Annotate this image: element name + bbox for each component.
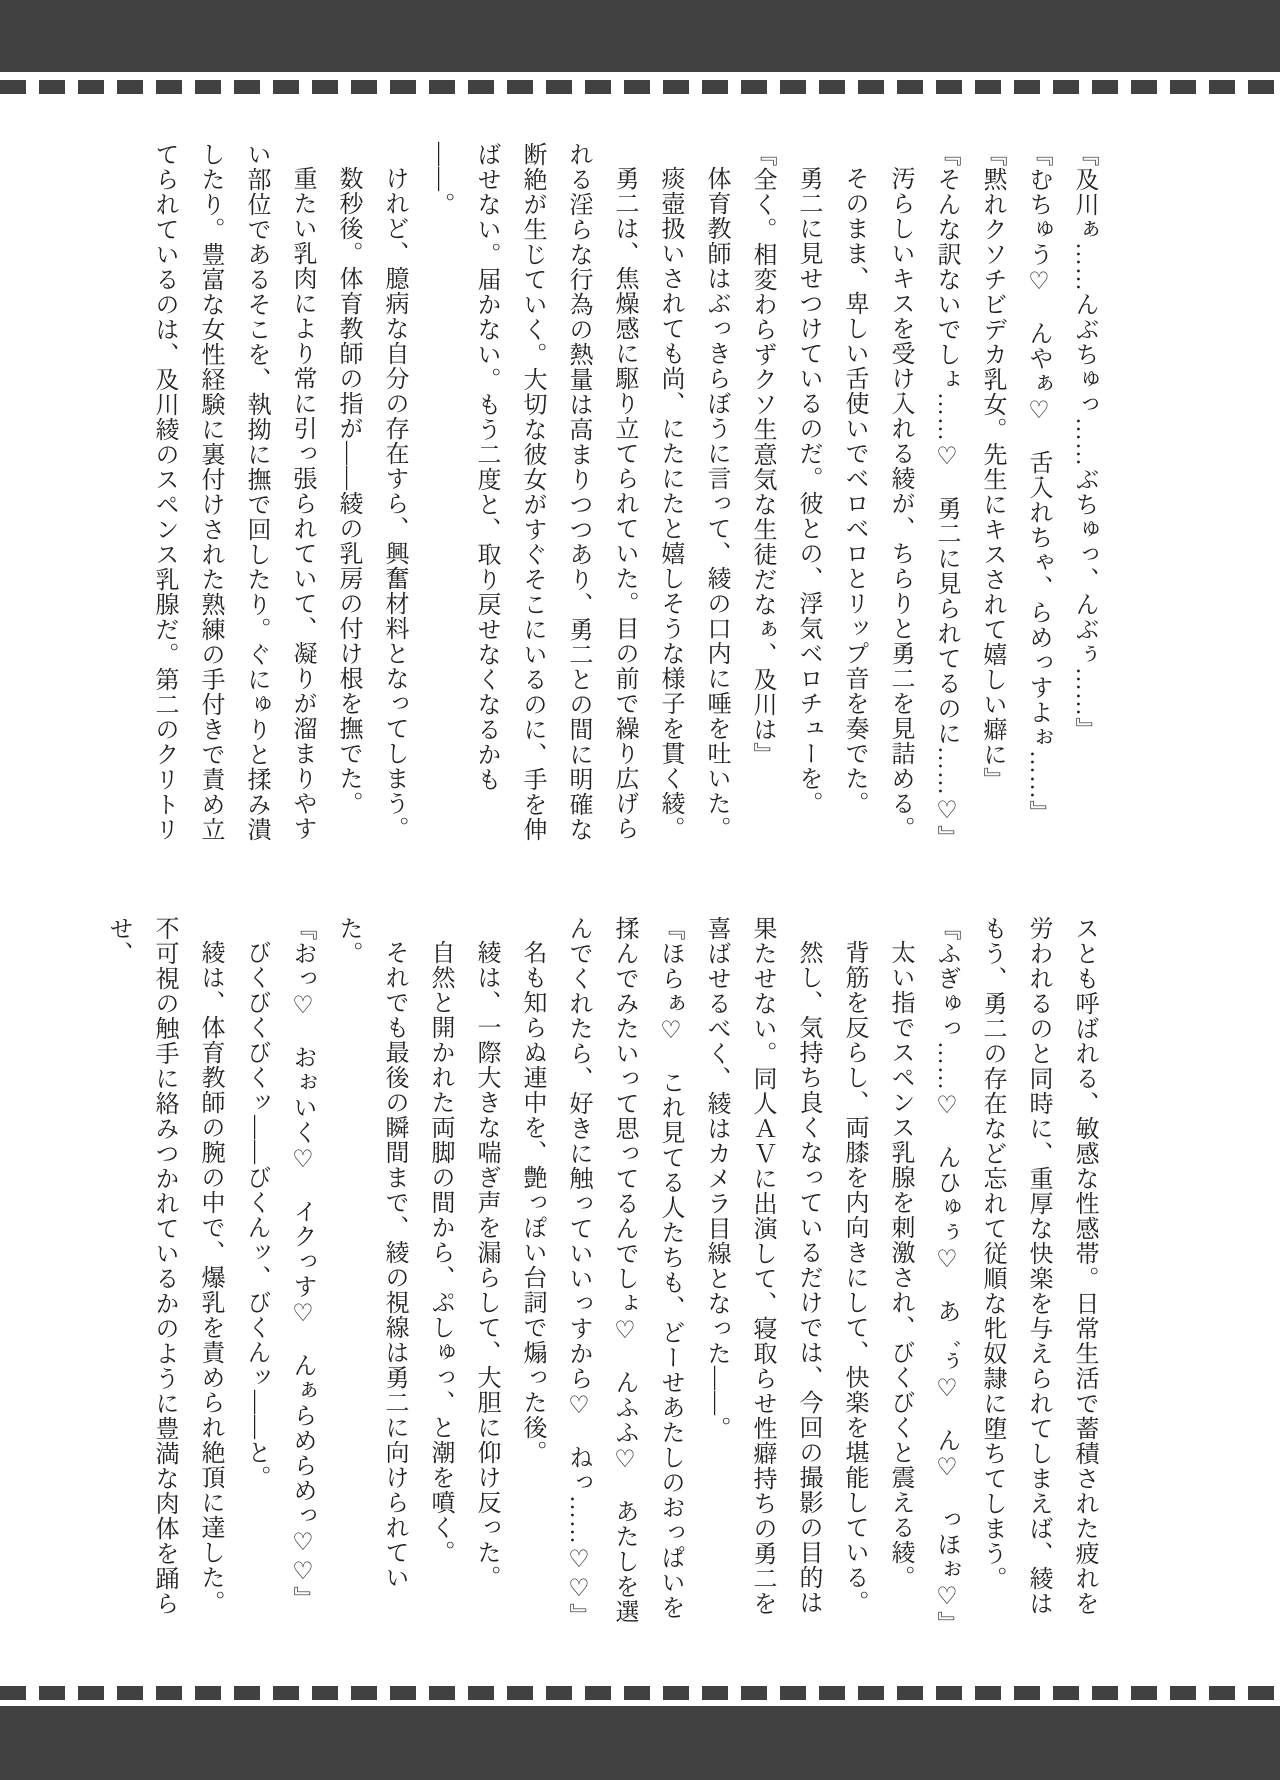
text-block-lower [95, 916, 1107, 1638]
paragraph: 綾は、体育教師の腕の中で、爆乳を責められ絶頂に達した。不可視の触手に絡みつかれているかのように豊満な肉体を踊らせ、 [105, 916, 223, 1616]
paragraph: 『おっ♡ おぉいく♡ イクっす♡ んぁらめらめっ♡♡』 [289, 916, 315, 1611]
paragraph: 『黙れクソチビデカ乳女。先生にキスされて嬉しい癖に』 [979, 142, 1005, 792]
paragraph: 重たい乳肉により常に引っ張られていて、凝りが溜まりやすい部位であるそこを、執拗に撫で回したり。ぐにゅりと揉み潰したり。豊富な女性経験に裏付けされた熟練の手付きで責め立てられているのは、及川綾のスペンス乳腺だ。第二のクリトリ [151, 142, 315, 842]
bottom-dashed-divider [0, 1686, 1280, 1700]
paragraph: 綾は、一際大きな喘ぎ声を漏らして、大胆に仰け反った。 [473, 940, 499, 1590]
paragraph: そのまま、卑しい舌使いでベロベロとリップ音を奏でた。 [841, 166, 867, 816]
paragraph: 勇二は、焦燥感に駆り立てられていた。目の前で繰り広げられる淫らな行為の熱量は高まりつつあり、勇二との間に明確な断絶が生じていく。大切な彼女がすぐそこにいるのに、手を伸ばせない。届かない。もう二度と、取り戻せなくなるかも――。 [427, 142, 637, 842]
paragraph: 『ほらぁ♡ これ見てる人たちも、どーせあたしのおっぱいを揉んでみたいって思ってるんでしょ♡ んふふ♡ あたしを選んでくれたら、好きに触っていいっすから♡ ねっ……♡♡』 [565, 916, 683, 1628]
paragraph: 自然と開かれた両脚の間から、ぷしゅっ、と潮を噴く。 [427, 940, 453, 1565]
paragraph: 汚らしいキスを受け入れる綾が、ちらりと勇二を見詰める。 [887, 166, 913, 841]
paragraph: びくびくびくッ――びくんッ、びくんッ――と。 [243, 940, 269, 1490]
paragraph: けれど、臆病な自分の存在すら、興奮材料となってしまう。 [381, 166, 407, 841]
paragraph: 痰壺扱いされても尚、にたにたと嬉しそうな様子を貫く綾。 [657, 166, 683, 841]
paragraph: 『全く。相変わらずクソ生意気な生徒だなぁ、及川は』 [749, 142, 775, 767]
text-block-upper [141, 142, 1107, 864]
top-border-bar [0, 0, 1280, 72]
paragraph: 太い指でスペンス乳腺を刺激され、びくびくと震える綾。 [887, 940, 913, 1590]
bottom-border-bar [0, 1706, 1280, 1780]
paragraph: 勇二に見せつけているのだ。彼との、浮気ベロチューを。 [795, 166, 821, 816]
paragraph: 然し、気持ち良くなっているだけでは、今回の撮影の目的は果たせない。同人ＡＶに出演して、寝取らせ性癖持ちの勇二を喜ばせるべく、綾はカメラ目線となった――。 [703, 916, 821, 1616]
top-dashed-divider [0, 80, 1280, 94]
paragraph: 『むちゅう♡ んやぁ♡ 舌入れちゃ、らめっすよぉ……』 [1025, 142, 1051, 825]
paragraph: 体育教師はぶっきらぼうに言って、綾の口内に唾を吐いた。 [703, 166, 729, 841]
paragraph: スとも呼ばれる、敏感な性感帯。日常生活で蓄積された疲れを労われるのと同時に、重厚な快楽を与えられてしまえば、綾はもう、勇二の存在など忘れて従順な牝奴隷に堕ちてしまう。 [979, 916, 1097, 1616]
paragraph: 数秒後。体育教師の指が――綾の乳房の付け根を撫でた。 [335, 166, 361, 816]
paragraph: 『そんな訳ないでしょ……♡ 勇二に見られてるのに……♡』 [933, 142, 959, 850]
paragraph: 背筋を反らし、両膝を内向きにして、快楽を堪能している。 [841, 940, 867, 1615]
paragraph: 名も知らぬ連中を、艶っぽい台詞で煽った後。 [519, 940, 545, 1465]
paragraph: 『ふぎゅっ……♡ んひゅぅ♡ あ゛ぅ♡ ん♡ っほぉ♡』 [933, 916, 959, 1636]
paragraph: それでも最後の瞬間まで、綾の視線は勇二に向けられていた。 [335, 916, 407, 1590]
paragraph: 『及川ぁ……んぶちゅっ……ぶちゅっ、んぶぅ……』 [1071, 142, 1097, 742]
